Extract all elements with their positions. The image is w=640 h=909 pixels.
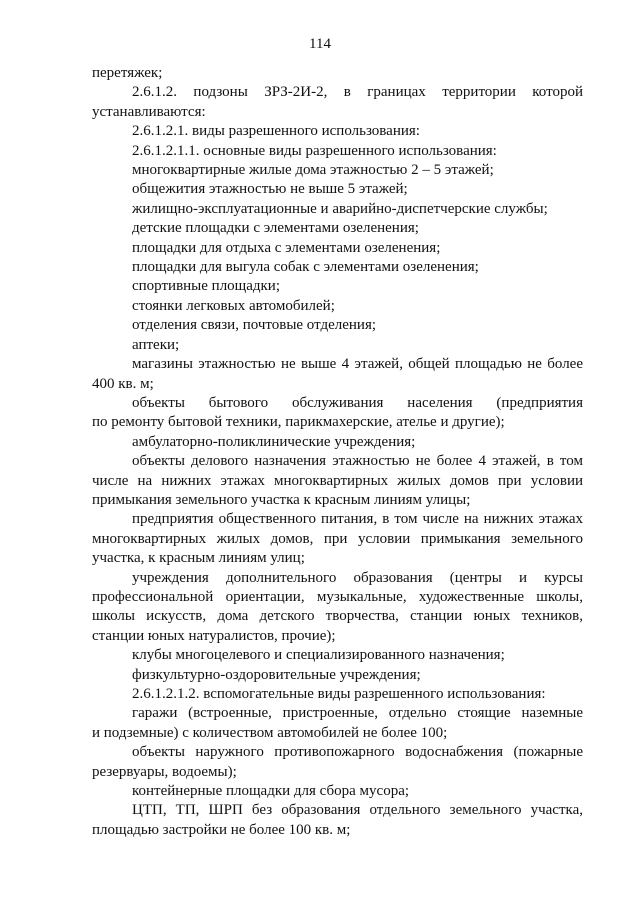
text-line: отделения связи, почтовые отделения;	[132, 317, 377, 334]
text-line: 2.6.1.2.1.2. вспомогательные виды разрешенного использования:	[132, 686, 546, 702]
text-line: 2.6.1.2. подзоны ЗРЗ-2И-2, в границах территории которой	[132, 84, 583, 101]
text-line: и подземные) с количеством автомобилей не более 100;	[92, 724, 448, 741]
text-line: 2.6.1.2.1. виды разрешенного использования:	[132, 123, 420, 140]
text-line: учреждения дополнительного образования (центры и курсы	[132, 569, 583, 586]
text-line: перетяжек;	[92, 65, 163, 81]
text-line: 400 кв. м;	[92, 375, 154, 392]
text-line: ЦТП, ТП, ШРП без образования отдельного земельного участка,	[132, 802, 583, 819]
text-line: магазины этажностью не выше 4 этажей, общей площадью не более	[132, 356, 583, 373]
text-line: амбулаторно-поликлинические учреждения;	[132, 433, 416, 450]
document-body	[92, 64, 583, 840]
text-line: резервуары, водоемы);	[92, 763, 237, 780]
text-line: спортивные площадки;	[132, 278, 281, 295]
text-line: аптеки;	[132, 336, 180, 353]
text-line: профессиональной ориентации, музыкальные, художественные школы,	[92, 588, 583, 605]
text-line: объекты бытового обслуживания населения (предприятия	[132, 394, 583, 411]
text-line: общежития этажностью не выше 5 этажей;	[132, 181, 408, 198]
text-line: многоквартирные жилые дома этажностью 2 – 5 этажей;	[132, 162, 494, 179]
text-line: площадью застройки не более 100 кв. м;	[92, 821, 351, 838]
text-line: многоквартирных жилых домов, при условии примыкания земельного	[92, 530, 583, 547]
text-line: объекты наружного противопожарного водоснабжения (пожарные	[132, 744, 583, 761]
text-line: контейнерные площадки для сбора мусора;	[132, 783, 410, 800]
text-line: стоянки легковых автомобилей;	[132, 297, 335, 314]
text-line: станции юных натуралистов, прочие);	[92, 627, 336, 644]
text-line: предприятия общественного питания, в том числе на нижних этажах	[132, 511, 583, 528]
text-line: участка, к красным линиям улиц;	[92, 550, 305, 567]
text-line: клубы многоцелевого и специализированного назначения;	[132, 647, 505, 664]
text-line: по ремонту бытовой техники, парикмахерские, ателье и другие);	[92, 414, 505, 431]
text-line: гаражи (встроенные, пристроенные, отдельно стоящие наземные	[132, 705, 583, 722]
text-line: 2.6.1.2.1.1. основные виды разрешенного использования:	[132, 142, 497, 159]
text-line: числе на нижних этажах многоквартирных жилых домов при условии	[92, 472, 583, 489]
text-line: детские площадки с элементами озеленения;	[132, 220, 419, 237]
text-line: устанавливаются:	[92, 103, 206, 120]
text-line: примыкания земельного участка к красным линиям улицы;	[92, 491, 471, 508]
text-line: физкультурно-оздоровительные учреждения;	[132, 666, 421, 683]
text-line: жилищно-эксплуатационные и аварийно-диспетчерские службы;	[132, 200, 548, 217]
text-line: объекты делового назначения этажностью не более 4 этажей, в том	[132, 453, 583, 470]
text-line: школы искусств, дома детского творчества, станции юных техников,	[92, 608, 583, 625]
text-line: площадки для выгула собак с элементами озеленения;	[132, 259, 479, 276]
text-line: площадки для отдыха с элементами озеленения;	[132, 239, 441, 256]
page-number: 114	[309, 36, 331, 52]
